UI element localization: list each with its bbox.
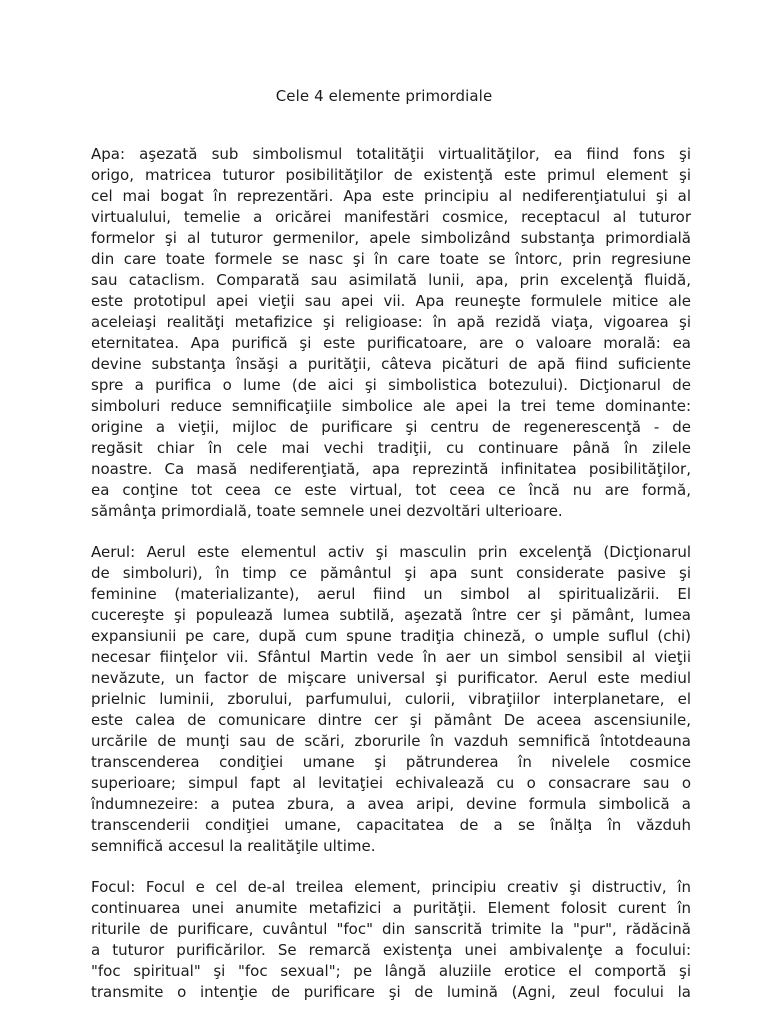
text-line: continuarea unei anumite metafizici a purităţii. Element folosit curent în — [91, 899, 691, 917]
text-line: prielnic luminii, zborului, parfumului, culorii, vibraţiilor interplanetare, el — [91, 690, 691, 708]
text-line: feminine (materializante), aerul fiind un simbol al spiritualizării. El — [91, 585, 691, 603]
document-title: Cele 4 elemente primordiale — [275, 87, 493, 105]
text-line: riturile de purificare, cuvântul "foc" din sanscrită trimite la "pur", rădăcină — [91, 920, 691, 938]
text-line: sămânţa primordială, toate semnele unei dezvoltări ulterioare. — [91, 502, 563, 520]
text-line: "foc spiritual" şi "foc sexual"; pe lângă aluziile erotice el comportă şi — [91, 962, 691, 980]
text-line: a tuturor purificărilor. Se remarcă existenţa unei ambivalenţe a focului: — [91, 941, 691, 959]
text-line: Aerul: Aerul este elementul activ şi masculin prin excelenţă (Dicţionarul — [91, 543, 691, 561]
text-line: sau cataclism. Comparată sau asimilată lunii, apa, prin excelenţă fluidă, — [91, 271, 691, 289]
text-line: transcenderii condiţiei umane, capacitatea de a se înălţa în văzduh — [91, 816, 691, 834]
text-line: este prototipul apei vieţii sau apei vii. Apa reuneşte formulele mitice ale — [91, 292, 691, 310]
text-line: Focul: Focul e cel de-al treilea element, principiu creativ şi distructiv, în — [91, 878, 691, 896]
text-line: origo, matricea tuturor posibilităţilor de existenţă este primul element şi — [91, 166, 691, 184]
text-line: necesar fiinţelor vii. Sfântul Martin vede în aer un simbol sensibil al vieţii — [91, 648, 691, 666]
text-line: noastre. Ca masă nediferenţiată, apa reprezintă infinitatea posibilităţilor, — [91, 460, 691, 478]
text-line: din care toate formele se nasc şi în care toate se întorc, prin regresiune — [91, 250, 691, 268]
text-line: urcările de munţi sau de scări, zborurile în vazduh semnifică întotdeauna — [91, 732, 691, 750]
text-line: devine substanţa însăşi a purităţii, câteva picături de apă fiind suficiente — [91, 355, 691, 373]
text-line: eternitatea. Apa purifică şi este purificatoare, are o valoare morală: ea — [91, 334, 691, 352]
text-line: cel mai bogat în reprezentări. Apa este principiu al nediferenţiatului şi al — [91, 187, 691, 205]
text-line: este calea de comunicare dintre cer şi pământ De aceea ascensiunile, — [91, 711, 691, 729]
text-line: spre a purifica o lume (de aici şi simbolistica botezului). Dicţionarul de — [91, 376, 691, 394]
text-line: virtualului, temelie a oricărei manifestări cosmice, receptacul al tuturor — [91, 208, 691, 226]
text-line: transmite o intenţie de purificare şi de lumină (Agni, zeul focului la — [91, 983, 691, 1001]
text-line: origine a vieţii, mijloc de purificare şi centru de regenerescenţă - de — [91, 418, 691, 436]
text-line: Apa: aşezată sub simbolismul totalităţii virtualităţilor, ea fiind fons şi — [91, 145, 691, 163]
text-line: ea conţine tot ceea ce este virtual, tot ceea ce încă nu are formă, — [91, 481, 691, 499]
text-line: superioare; simpul fapt al levitaţiei echivalează cu o consacrare sau o — [91, 774, 691, 792]
text-line: de simboluri), în timp ce pământul şi apa sunt considerate pasive şi — [91, 564, 691, 582]
text-line: formelor şi al tuturor germenilor, apele simbolizând substanţa primordială — [91, 229, 691, 247]
text-line: aceleiaşi realităţi metafizice şi religioase: în apă rezidă viaţa, vigoarea şi — [91, 313, 691, 331]
text-line: semnifică accesul la realităţile ultime. — [91, 837, 376, 855]
text-line: îndumnezeire: a putea zbura, a avea aripi, devine formula simbolică a — [91, 795, 691, 813]
text-line: expansiunii pe care, după cum spune tradiţia chineză, o umple suflul (chi) — [91, 627, 691, 645]
text-line: transcenderea condiţiei umane şi pătrunderea în nivelele cosmice — [91, 753, 691, 771]
text-line: nevăzute, un factor de mişcare universal şi purificator. Aerul este mediul — [91, 669, 691, 687]
text-line: simboluri reduce semnificaţiile simbolice ale apei la trei teme dominante: — [91, 397, 691, 415]
text-line: regăsit chiar în cele mai vechi tradiţii, cu continuare până în zilele — [91, 439, 691, 457]
text-line: cucereşte şi populează lumea subtilă, aşezată între cer şi pământ, lumea — [91, 606, 691, 624]
